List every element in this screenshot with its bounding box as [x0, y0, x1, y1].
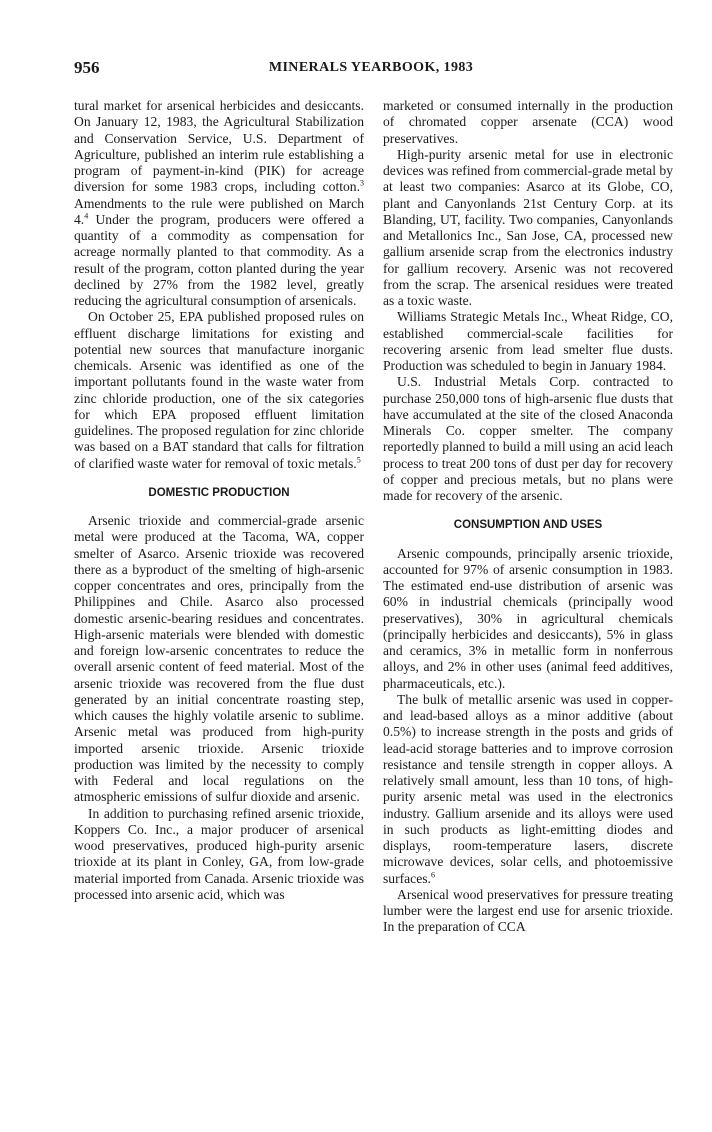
paragraph: High-purity arsenic metal for use in electronic devices was refined from commercial-grade metal by at least two companies: Asarco at its Globe, CO, plant and Canyonlands 21st Century Corp. at its Blanding, UT, facility. Two companies, Canyonlands and Metallonics Inc., San Jose, CA, processed new gallium arsenide scrap from the electronics industry for gallium recovery. Arsenic was not recovered from the scrap. The arsenical residues were treated as a toxic waste.: [383, 146, 673, 308]
paragraph: In addition to purchasing refined arsenic trioxide, Koppers Co. Inc., a major producer of arsenical wood preservatives, produced high-purity arsenic trioxide at its plant in Conley, GA, from low-grade material imported from Canada. Arsenic trioxide was processed into arsenic acid, which was: [74, 805, 364, 902]
paragraph: Williams Strategic Metals Inc., Wheat Ridge, CO, established commercial-scale facilities for recovering arsenic from lead smelter flue dusts. Production was scheduled to begin in January 1984.: [383, 309, 673, 373]
footnote-marker: 6: [430, 869, 435, 879]
running-title: MINERALS YEARBOOK, 1983: [268, 60, 474, 75]
footnote-marker: 4: [84, 211, 89, 221]
right-column: [383, 98, 673, 936]
paragraph: Arsenic trioxide and commercial-grade arsenic metal were produced at the Tacoma, WA, copper smelter of Asarco. Arsenic trioxide was recovered there as a byproduct of the smelting of high-arsenic copper concentrates and ores, principally from the Philippines and Chile. Asarco also processed domestic arsenic-bearing residues and concentrates. High-arsenic materials were blended with domestic and foreign low-arsenic concentrates to reduce the overall arsenic content of feed material. Most of the arsenic trioxide was recovered from the flue dust generated by an initial concentrate roasting step, which causes the highly volatile arsenic to sublime. Arsenic metal was produced from high-purity imported arsenic trioxide. Arsenic trioxide production was limited by the necessity to comply with Federal and local regulations on the atmospheric emissions of sulfur dioxide and arsenic.: [74, 513, 364, 805]
paragraph: marketed or consumed internally in the production of chromated copper arsenate (CCA) wood preservatives.: [383, 98, 673, 146]
section-heading: DOMESTIC PRODUCTION: [148, 486, 290, 499]
paragraph: Arsenical wood preservatives for pressure treating lumber were the largest end use for arsenic trioxide. In the preparation of CCA: [383, 886, 673, 935]
footnote-marker: 3: [360, 178, 364, 188]
paragraph: U.S. Industrial Metals Corp. contracted to purchase 250,000 tons of high-arsenic flue dusts that have accumulated at the site of the closed Anaconda Minerals Co. copper smelter. The company reportedly planned to build a mill using an acid leach process to treat 200 tons of dust per day for recovery of copper and precious metals, but no plans were made for recovery of the arsenic.: [383, 374, 673, 503]
paragraph: The bulk of metallic arsenic was used in copper- and lead-based alloys as a minor additive (about 0.5%) to increase strength in the posts and grids of lead-acid storage batteries and to improve corrosion resistance and tensile strength in copper alloys. A relatively small amount, less than 10 tons, of high-purity arsenic metal was used in the electronics industry. Gallium arsenide and its alloys were used in such products as light-emitting diodes and displays, room-temperature lasers, discrete microwave devices, solar cells, and photoemissive surfaces.$^6$: [383, 691, 673, 886]
paragraph: On October 25, EPA published proposed rules on effluent discharge limitations for existing and potential new sources that manufacture inorganic chemicals. Arsenic was identified as one of the important pollutants found in the waste water from zinc chloride production, one of the six categories for which EPA proposed effluent limitation guidelines. The proposed regulation for zinc chloride was based on a BAT standard that calls for filtration of clarified waste water for removal of toxic metals.$^5$: [74, 309, 364, 471]
footnote-marker: 5: [356, 454, 361, 464]
page-number: 956: [74, 58, 100, 77]
paragraph: Arsenic compounds, principally arsenic trioxide, accounted for 97% of arsenic consumption in 1983. The estimated end-use distribution of arsenic was 60% in industrial chemicals (principally wood preservatives), 30% in agricultural chemicals (principally herbicides and desiccants), 5% in glass and ceramics, 3% in metallic form in nonferrous alloys, and 2% in other uses (animal feed additives, pharmaceuticals, etc.).: [383, 545, 673, 691]
paragraph: tural market for arsenical herbicides and desiccants. On January 12, 1983, the Agricultural Stabilization and Conservation Service, U.S. Department of Agriculture, published an interim rule establishing a program of payment-in-kind (PIK) for acreage diversion for some 1983 crops, including cotton.$^3$ Amendments to the rule were published on March 4.$^4$ Under the program, producers were offered a quantity of a commodity as compensation for acreage normally planted to that commodity. As a result of the program, cotton planted during the year declined by 27% from the 1982 level, greatly reducing the agricultural consumption of arsenicals.: [74, 98, 364, 308]
page-header: [74, 58, 668, 80]
left-column: [74, 98, 364, 903]
section-heading: CONSUMPTION AND USES: [453, 519, 603, 532]
